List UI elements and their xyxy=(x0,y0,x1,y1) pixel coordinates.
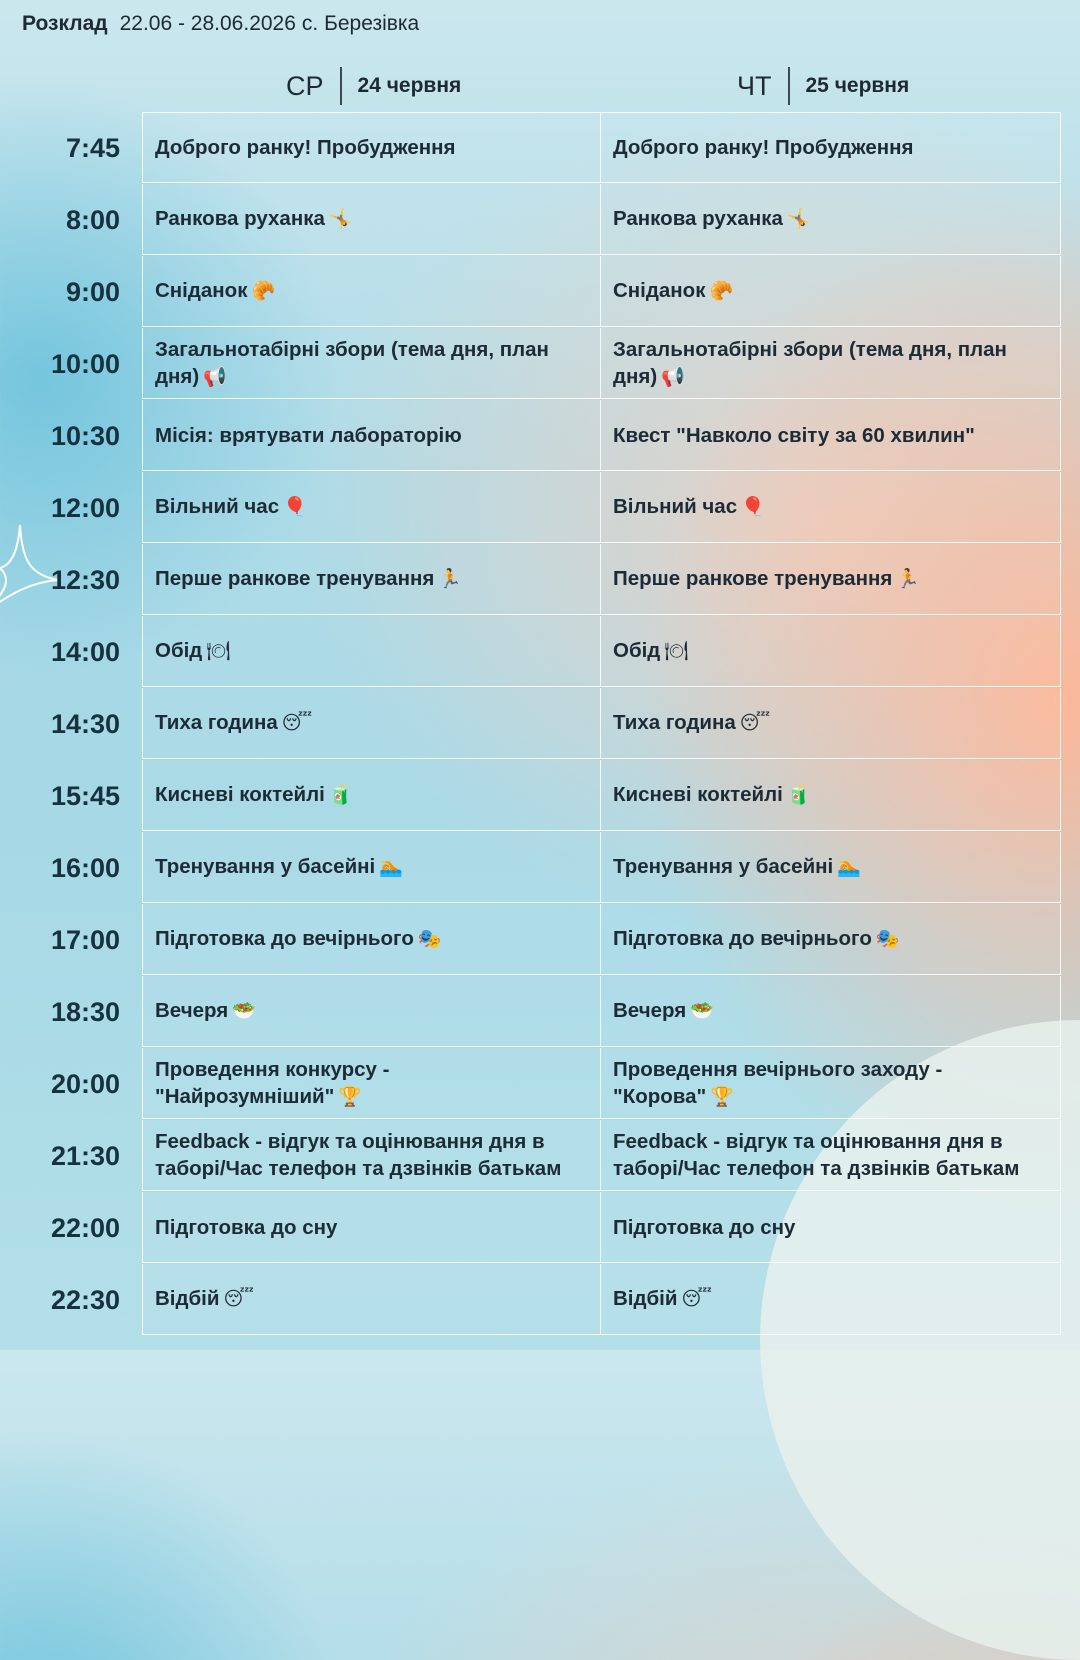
divider xyxy=(340,67,342,105)
activity-text: Обід xyxy=(155,639,203,662)
activity-cell xyxy=(600,1192,1061,1263)
activity-text: Feedback - відгук та оцінювання дня в таборі/Час телефон та дзвінків батькам xyxy=(613,1130,1020,1180)
activity-text: Загальнотабірні збори (тема дня, план дня) xyxy=(155,337,549,388)
activity-text: Місія: врятувати лабораторію xyxy=(155,423,462,447)
activity-emoji-icon: 🏊 xyxy=(379,856,403,878)
time-label: 20:00 xyxy=(50,1068,120,1099)
activity-text: Вечеря xyxy=(155,999,229,1022)
schedule-row xyxy=(0,760,1080,832)
activity-cell xyxy=(142,400,601,471)
time-label: 22:30 xyxy=(50,1284,120,1315)
activity-cell xyxy=(142,544,601,615)
activity-cell xyxy=(142,472,601,543)
activity-text: Відбій xyxy=(613,1287,678,1310)
activity-cell xyxy=(142,112,601,183)
activity-emoji-icon: 🧃 xyxy=(786,784,811,806)
activity-cell xyxy=(142,1120,601,1191)
day-date: 25 червня xyxy=(805,74,910,97)
activity-text: Підготовка до вечірнього xyxy=(155,927,414,950)
activity-text: Доброго ранку! Пробудження xyxy=(613,136,914,159)
day-date: 24 червня xyxy=(357,74,462,97)
activity-cell xyxy=(142,976,601,1047)
activity-emoji-icon: 🍽 xyxy=(664,640,689,662)
schedule-label: Розклад xyxy=(22,12,108,35)
activity-text: Тренування у басейні xyxy=(613,855,834,878)
activity-cell xyxy=(600,1120,1061,1191)
activity-text: Обід xyxy=(613,639,661,662)
activity-emoji-icon: 🎭 xyxy=(417,928,442,950)
time-label: 12:00 xyxy=(50,492,120,523)
activity-cell xyxy=(142,328,601,399)
activity-emoji-icon: 🏃 xyxy=(438,568,462,590)
activity-cell xyxy=(600,616,1061,687)
activity-emoji-icon: 😴 xyxy=(281,712,313,734)
divider xyxy=(788,67,790,105)
activity-emoji-icon: 🎈 xyxy=(741,496,765,518)
activity-emoji-icon: 🍽 xyxy=(206,640,231,662)
schedule-row xyxy=(0,112,1080,184)
time-label: 10:30 xyxy=(50,420,120,451)
activity-emoji-icon: 😴 xyxy=(681,1288,712,1310)
time-label: 12:30 xyxy=(50,564,120,595)
activity-cell xyxy=(600,544,1061,615)
activity-emoji-icon: 🥗 xyxy=(690,1000,714,1022)
time-label: 7:45 xyxy=(65,132,120,163)
schedule-row xyxy=(0,616,1080,688)
activity-text: Feedback - відгук та оцінювання дня в таборі/Час телефон та дзвінків батькам xyxy=(155,1130,562,1180)
activity-text: Вільний час xyxy=(613,495,738,518)
activity-cell xyxy=(600,328,1061,399)
schedule-row xyxy=(0,904,1080,976)
activity-emoji-icon: 📢 xyxy=(661,365,685,388)
activity-emoji-icon: 🥗 xyxy=(232,1000,256,1022)
schedule-row xyxy=(0,472,1080,544)
time-label: 10:00 xyxy=(50,348,120,379)
activity-text: Перше ранкове тренування xyxy=(155,567,435,590)
activity-emoji-icon: 😴 xyxy=(739,712,771,734)
activity-emoji-icon: 🎭 xyxy=(875,928,900,950)
activity-cell xyxy=(600,112,1061,183)
schedule-row xyxy=(0,400,1080,472)
activity-emoji-icon: 📢 xyxy=(203,365,227,388)
activity-emoji-icon: 🏆 xyxy=(710,1085,734,1108)
activity-emoji-icon: 🤸 xyxy=(328,208,353,230)
schedule-period: 22.06 - 28.06.2026 xyxy=(119,12,296,35)
activity-cell xyxy=(600,400,1061,471)
schedule-table xyxy=(0,112,1080,1336)
schedule-row xyxy=(0,1264,1080,1336)
activity-text: Сніданок xyxy=(155,279,248,302)
time-label: 8:00 xyxy=(65,204,120,235)
activity-cell xyxy=(142,616,601,687)
activity-text: Підготовка до вечірнього xyxy=(613,927,872,950)
time-label: 15:45 xyxy=(50,780,120,811)
time-label: 21:30 xyxy=(50,1140,120,1171)
activity-text: Доброго ранку! Пробудження xyxy=(155,136,456,159)
activity-cell xyxy=(142,688,601,759)
activity-cell xyxy=(142,1048,601,1119)
activity-cell xyxy=(142,1192,601,1263)
activity-text: Тиха година xyxy=(613,711,736,734)
time-label: 14:30 xyxy=(50,708,120,739)
activity-text: Сніданок xyxy=(613,279,706,302)
activity-text: Вечеря xyxy=(613,999,687,1022)
schedule-place: с. Березівка xyxy=(301,12,420,35)
activity-cell xyxy=(142,832,601,903)
activity-text: Відбій xyxy=(155,1287,220,1310)
time-label: 14:00 xyxy=(50,636,120,667)
activity-cell xyxy=(600,832,1061,903)
schedule-row xyxy=(0,976,1080,1048)
activity-text: Кисневі коктейлі xyxy=(613,783,783,806)
day-of-week: ЧТ xyxy=(737,70,772,101)
time-label: 18:30 xyxy=(50,996,120,1027)
activity-emoji-icon: 🥐 xyxy=(709,280,734,302)
activity-emoji-icon: 🏊 xyxy=(837,856,861,878)
activity-cell xyxy=(600,760,1061,831)
activity-text: Проведення вечірнього заходу - "Корова" xyxy=(613,1057,943,1108)
activity-cell xyxy=(600,1048,1061,1119)
activity-text: Кисневі коктейлі xyxy=(155,783,325,806)
activity-text: Підготовка до сну xyxy=(613,1215,796,1239)
activity-cell xyxy=(142,1264,601,1335)
activity-cell xyxy=(600,256,1061,327)
activity-text: Квест "Навколо світу за 60 хвилин" xyxy=(613,423,975,447)
activity-emoji-icon: 🤸 xyxy=(786,208,811,230)
time-label: 22:00 xyxy=(50,1212,120,1243)
activity-text: Проведення конкурсу - "Найрозумніший" xyxy=(155,1057,390,1108)
activity-emoji-icon: 🧃 xyxy=(328,784,353,806)
day-header-2 xyxy=(737,66,909,106)
activity-text: Підготовка до сну xyxy=(155,1215,338,1239)
activity-text: Ранкова руханка xyxy=(155,207,325,230)
activity-cell xyxy=(142,184,601,255)
activity-emoji-icon: 🏃 xyxy=(896,568,920,590)
activity-cell xyxy=(600,688,1061,759)
activity-cell xyxy=(142,760,601,831)
activity-text: Вільний час xyxy=(155,495,280,518)
time-label: 9:00 xyxy=(65,276,120,307)
activity-text: Тиха година xyxy=(155,711,278,734)
schedule-row xyxy=(0,832,1080,904)
activity-emoji-icon: 😴 xyxy=(223,1288,254,1310)
activity-emoji-icon: 🎈 xyxy=(283,496,307,518)
activity-cell xyxy=(600,976,1061,1047)
schedule-row xyxy=(0,544,1080,616)
time-label: 16:00 xyxy=(50,852,120,883)
schedule-row xyxy=(0,184,1080,256)
activity-cell xyxy=(600,1264,1061,1335)
activity-cell xyxy=(600,472,1061,543)
activity-cell xyxy=(600,184,1061,255)
activity-emoji-icon: 🏆 xyxy=(338,1085,363,1108)
activity-text: Перше ранкове тренування xyxy=(613,567,893,590)
time-label: 17:00 xyxy=(50,924,120,955)
day-header-1 xyxy=(286,66,461,106)
activity-text: Тренування у басейні xyxy=(155,855,376,878)
schedule-row xyxy=(0,328,1080,400)
schedule-row xyxy=(0,256,1080,328)
day-of-week: СР xyxy=(286,70,324,101)
activity-text: Загальнотабірні збори (тема дня, план дня) xyxy=(613,337,1007,388)
schedule-row xyxy=(0,1192,1080,1264)
activity-emoji-icon: 🥐 xyxy=(251,280,276,302)
activity-text: Ранкова руханка xyxy=(613,207,783,230)
activity-cell xyxy=(600,904,1061,975)
schedule-row xyxy=(0,688,1080,760)
activity-cell xyxy=(142,904,601,975)
schedule-header xyxy=(22,12,419,42)
schedule-row xyxy=(0,1048,1080,1120)
schedule-row xyxy=(0,1120,1080,1192)
activity-cell xyxy=(142,256,601,327)
